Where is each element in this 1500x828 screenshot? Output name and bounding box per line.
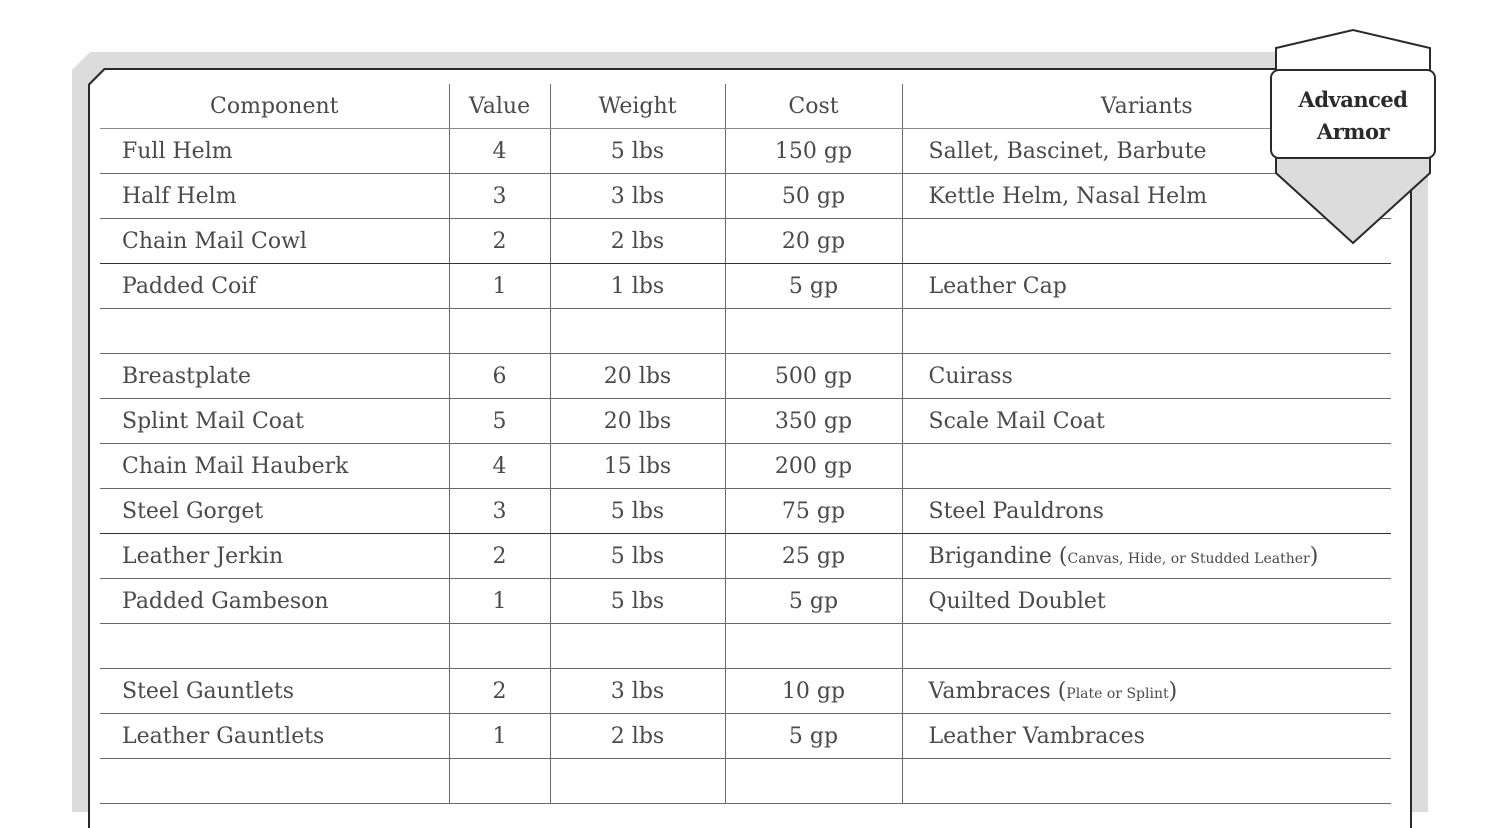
cell-variants	[902, 714, 1391, 759]
variant-text: Vambraces	[928, 678, 1051, 704]
variant-text: Leather Vambraces	[928, 723, 1145, 749]
cell-weight: 20 lbs	[550, 399, 725, 444]
table-header-row	[100, 84, 1391, 129]
table-row	[100, 669, 1391, 714]
cell-value: 2	[449, 219, 550, 264]
cell-cost: 5 gp	[725, 714, 902, 759]
cell-component: Leather Gauntlets	[100, 714, 449, 759]
table-row	[100, 129, 1391, 174]
table-row	[100, 174, 1391, 219]
badge-title-line1: Advanced	[1298, 87, 1408, 112]
badge-title-line2: Armor	[1316, 119, 1390, 144]
cell-component: Half Helm	[100, 174, 449, 219]
cell-weight: 5 lbs	[550, 129, 725, 174]
cell-weight	[550, 624, 725, 669]
cell-value: 2	[449, 534, 550, 579]
variant-text: Brigandine	[928, 543, 1052, 569]
cell-cost: 500 gp	[725, 354, 902, 399]
cell-cost: 5 gp	[725, 264, 902, 309]
cell-value: 5	[449, 399, 550, 444]
cell-weight: 2 lbs	[550, 219, 725, 264]
cell-variants: Vambraces (Plate or Splint)	[902, 669, 1391, 714]
table-row	[100, 219, 1391, 264]
cell-component: Steel Gorget	[100, 489, 449, 534]
header-weight: Weight	[550, 84, 725, 129]
header-variants: Variants	[902, 84, 1391, 129]
variant-note: Plate or Splint	[1066, 685, 1169, 702]
table-row	[100, 624, 1391, 669]
badge-bottom-point	[1276, 156, 1430, 243]
cell-value: 1	[449, 264, 550, 309]
table-row	[100, 399, 1391, 444]
cell-component: Chain Mail Cowl	[100, 219, 449, 264]
variant-text: Steel Pauldrons	[928, 498, 1104, 524]
cell-weight: 5 lbs	[550, 489, 725, 534]
cell-component: Breastplate	[100, 354, 449, 399]
cell-variants	[902, 399, 1391, 444]
header-cost: Cost	[725, 84, 902, 129]
cell-weight: 5 lbs	[550, 534, 725, 579]
cell-value: 2	[449, 669, 550, 714]
cell-variants	[902, 579, 1391, 624]
cell-component: Chain Mail Hauberk	[100, 444, 449, 489]
cell-cost: 75 gp	[725, 489, 902, 534]
cell-component	[100, 759, 449, 804]
cell-weight	[550, 309, 725, 354]
cell-cost	[725, 624, 902, 669]
cell-component: Padded Coif	[100, 264, 449, 309]
variant-text: Cuirass	[928, 363, 1013, 389]
cell-variants: Brigandine (Canvas, Hide, or Studded Leather)	[902, 534, 1391, 579]
cell-component: Padded Gambeson	[100, 579, 449, 624]
cell-variants	[902, 309, 1391, 354]
cell-weight: 15 lbs	[550, 444, 725, 489]
variant-text: Quilted Doublet	[928, 588, 1106, 614]
table-row	[100, 489, 1391, 534]
variant-note: Canvas, Hide, or Studded Leather	[1067, 550, 1310, 567]
variant-text: Leather Cap	[928, 273, 1067, 299]
cell-value	[449, 309, 550, 354]
header-component: Component	[100, 84, 449, 129]
cell-variants	[902, 624, 1391, 669]
variant-text: Sallet, Bascinet, Barbute	[928, 138, 1207, 164]
cell-component: Leather Jerkin	[100, 534, 449, 579]
cell-cost: 350 gp	[725, 399, 902, 444]
variant-text: Kettle Helm, Nasal Helm	[928, 183, 1208, 209]
cell-cost: 50 gp	[725, 174, 902, 219]
badge-title	[1276, 84, 1430, 148]
table-body	[100, 129, 1391, 804]
cell-value: 6	[449, 354, 550, 399]
cell-component	[100, 624, 449, 669]
cell-cost: 5 gp	[725, 579, 902, 624]
table-row	[100, 444, 1391, 489]
table-row	[100, 759, 1391, 804]
cell-weight: 5 lbs	[550, 579, 725, 624]
cell-cost	[725, 309, 902, 354]
table-row	[100, 714, 1391, 759]
cell-weight: 20 lbs	[550, 354, 725, 399]
cell-cost: 10 gp	[725, 669, 902, 714]
cell-weight: 3 lbs	[550, 669, 725, 714]
cell-weight	[550, 759, 725, 804]
cell-component	[100, 309, 449, 354]
cell-value: 1	[449, 579, 550, 624]
table-row	[100, 534, 1391, 579]
cell-component: Steel Gauntlets	[100, 669, 449, 714]
cell-value: 1	[449, 714, 550, 759]
cell-value: 4	[449, 129, 550, 174]
cell-variants	[902, 264, 1391, 309]
cell-value	[449, 624, 550, 669]
cell-weight: 2 lbs	[550, 714, 725, 759]
header-value: Value	[449, 84, 550, 129]
cell-cost: 200 gp	[725, 444, 902, 489]
cell-value	[449, 759, 550, 804]
cell-variants	[902, 759, 1391, 804]
variant-text: Scale Mail Coat	[928, 408, 1105, 434]
table-row	[100, 264, 1391, 309]
armor-components-table	[100, 84, 1391, 804]
table-row	[100, 309, 1391, 354]
table-row	[100, 579, 1391, 624]
cell-component: Full Helm	[100, 129, 449, 174]
cell-weight: 1 lbs	[550, 264, 725, 309]
cell-cost: 150 gp	[725, 129, 902, 174]
cell-component: Splint Mail Coat	[100, 399, 449, 444]
cell-value: 3	[449, 489, 550, 534]
badge-top-cap	[1276, 30, 1430, 72]
cell-variants	[902, 489, 1391, 534]
cell-cost: 20 gp	[725, 219, 902, 264]
cell-value: 4	[449, 444, 550, 489]
cell-value: 3	[449, 174, 550, 219]
cell-variants	[902, 354, 1391, 399]
cell-variants	[902, 444, 1391, 489]
cell-cost: 25 gp	[725, 534, 902, 579]
table-row	[100, 354, 1391, 399]
cell-cost	[725, 759, 902, 804]
cell-weight: 3 lbs	[550, 174, 725, 219]
